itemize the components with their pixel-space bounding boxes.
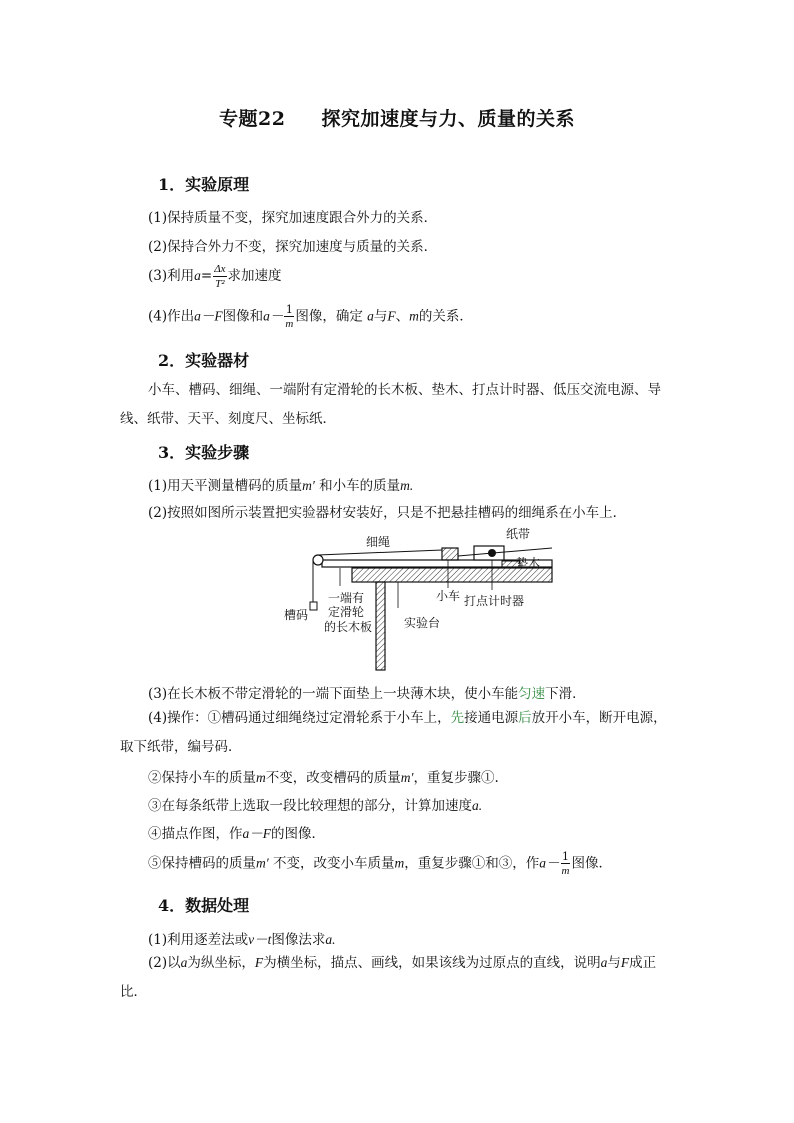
- equipment-list: 小车、槽码、细绳、一端附有定滑轮的长木板、垫木、打点计时器、低压交流电源、导线、纸带、天平、刻度尺、坐标纸．: [120, 382, 661, 427]
- step-4-3: ③在每条纸带上选取一段比较理想的部分，计算加速度a.: [148, 798, 483, 814]
- fraction-1-m-step: $\frac{1}{m}$: [561, 850, 570, 877]
- step-4-5: ⑤保持槽码的质量m′ 不变，改变小车质量m，重复步骤①和③，作a－ $\frac{1}{m}$ 图像．: [148, 850, 612, 877]
- label-board-2: 定滑轮: [328, 605, 365, 619]
- pulley-icon: [313, 555, 323, 565]
- label-board-1: 一端有: [328, 591, 365, 605]
- section-heading-steps: 3．实验步骤: [158, 443, 250, 462]
- principle-item-3: (3)利用a= $\frac{\Delta x}{\text{T²}}$ 求加速度: [148, 263, 282, 290]
- table-leg: [376, 582, 385, 670]
- section-heading-equipment: 2．实验器材: [158, 351, 250, 370]
- step-1: (1)用天平测量槽码的质量m′ 和小车的质量m.: [148, 478, 414, 494]
- fraction-1-m: $\frac{1}{m}$: [285, 303, 294, 330]
- label-table: 实验台: [404, 616, 441, 630]
- topic-number: 专题22: [219, 108, 286, 130]
- section-heading-data: 4．数据处理: [158, 896, 250, 915]
- hanging-weight-icon: [310, 602, 317, 610]
- label-tape: 纸带: [506, 527, 531, 541]
- label-timer: 打点计时器: [464, 594, 525, 608]
- cart-icon: [442, 548, 458, 560]
- paper-tape: [458, 548, 552, 556]
- label-board-3: 的长木板: [324, 620, 373, 634]
- data-item-2: (2)以a为纵坐标，F为横坐标，描点、画线，如果该线为过原点的直线，说明a与F成正比．: [120, 955, 657, 1000]
- label-car: 小车: [436, 589, 461, 603]
- principle-item-2: (2)保持合外力不变，探究加速度与质量的关系．: [148, 239, 438, 255]
- fraction-dx-t2: $\frac{\Delta x}{\text{T²}}$: [214, 263, 226, 290]
- label-weight: 槽码: [284, 608, 309, 622]
- step-4-2: ②保持小车的质量m不变，改变槽码的质量m′，重复步骤①.: [148, 770, 499, 786]
- label-rope: 细绳: [366, 535, 391, 549]
- title-text: 探究加速度与力、质量的关系: [321, 108, 575, 130]
- step-4-4: ④描点作图，作a－F的图像．: [148, 826, 325, 842]
- step-3: (3)在长木板不带定滑轮的一端下面垫上一块薄木块，使小车能匀速下滑．: [148, 686, 586, 702]
- principle-item-4: (4)作出a－F图像和a－ $\frac{1}{m}$ 图像，确定 a与F、m的关系．: [148, 303, 473, 330]
- section-heading-principle: 1．实验原理: [158, 175, 250, 194]
- data-item-1: (1)利用逐差法或v－t图像法求a.: [148, 932, 336, 948]
- step-4: (4)操作：①槽码通过细绳绕过定滑轮系于小车上，先接通电源后放开小车，断开电源，取下纸带，编号码．: [120, 710, 667, 755]
- table-top: [352, 568, 552, 582]
- label-pad: 垫木: [516, 556, 541, 570]
- step-2: (2)按照如图所示装置把实验器材安装好，只是不把悬挂槽码的细绳系在小车上．: [148, 505, 627, 521]
- rope-line: [318, 550, 442, 555]
- apparatus-diagram: [270, 520, 560, 675]
- principle-item-1: (1)保持质量不变，探究加速度跟合外力的关系．: [148, 210, 438, 226]
- page-title: [0, 104, 794, 131]
